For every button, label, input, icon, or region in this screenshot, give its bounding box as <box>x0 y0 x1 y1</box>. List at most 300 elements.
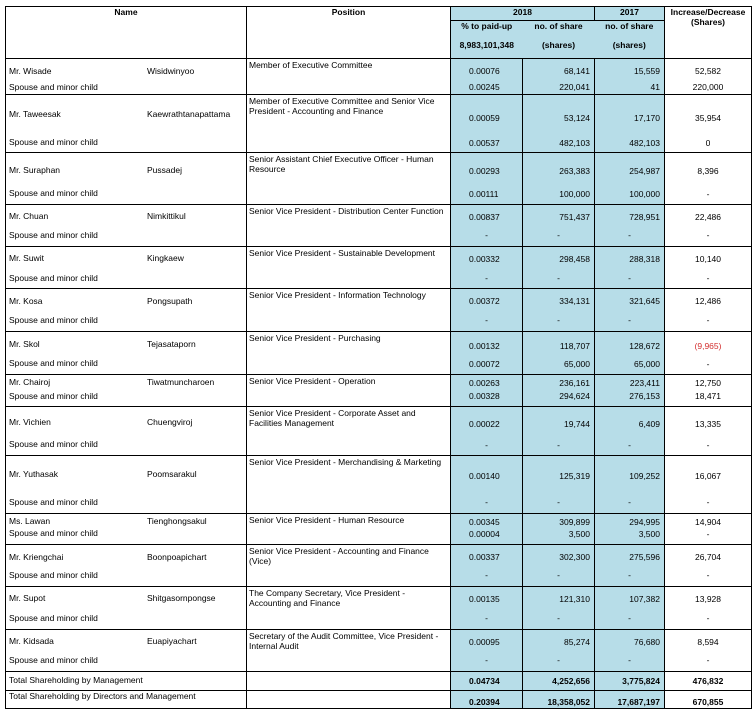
position-cell <box>247 545 451 587</box>
first-name: Mr. Chairoj <box>9 377 51 387</box>
spouse-pct-paid-up-value: 0.00111 <box>469 189 499 199</box>
first-name: Mr. Suwit <box>9 253 44 263</box>
position-text: Senior Assistant Chief Executive Officer - Human Resource <box>249 154 434 174</box>
increase-decrease-value: 8,594 <box>697 637 719 647</box>
spouse-pct-paid-up-value: 0.00004 <box>469 529 500 539</box>
spouse-increase-decrease-value: 18,471 <box>695 391 721 401</box>
spouse-pct-paid-up-value: - <box>485 273 488 283</box>
last-name: Shitgasornpongse <box>147 593 216 603</box>
pct-paid-up-cell <box>451 247 523 289</box>
spouse-pct-paid-up-value: 0.00537 <box>469 138 500 148</box>
spouse-shares-2017-value: 482,103 <box>629 138 660 148</box>
total-p-cell <box>451 672 523 691</box>
position-text: Member of Executive Committee <box>249 60 373 70</box>
last-name: Nimkittikul <box>147 211 186 221</box>
spouse-shares-2017-value: - <box>628 440 631 450</box>
position-text: Senior Vice President - Corporate Asset and Facilities Management <box>249 408 416 428</box>
header-shares-unit-2017: (shares) <box>595 40 665 59</box>
name-cell <box>6 545 247 587</box>
shares-2017-value: 223,411 <box>629 378 660 388</box>
last-name: Tienghongsakul <box>147 516 207 526</box>
shares-2017-cell <box>595 456 665 514</box>
name-cell <box>6 289 247 332</box>
total-s17-value: 3,775,824 <box>622 676 660 686</box>
name-cell <box>6 407 247 456</box>
table-row <box>6 247 752 289</box>
pct-paid-up-value: 0.00135 <box>469 594 500 604</box>
table-row <box>6 514 752 545</box>
last-name: Tiwatmuncharoen <box>147 377 215 387</box>
total-label: Total Shareholding by Directors and Management <box>9 691 196 701</box>
shares-2018-cell <box>523 95 595 153</box>
total-row <box>6 691 752 709</box>
spouse-shares-2017-value: 100,000 <box>629 189 660 199</box>
spouse-shares-2018-value: 482,103 <box>559 138 590 148</box>
total-position-cell <box>247 691 451 709</box>
table-row <box>6 59 752 95</box>
first-name: Mr. Yuthasak <box>9 469 58 479</box>
spouse-increase-decrease-value: - <box>706 230 710 240</box>
pct-paid-up-cell <box>451 407 523 456</box>
total-s18-cell <box>523 672 595 691</box>
shares-2018-value: 85,274 <box>564 637 590 647</box>
last-name: Kaewrathtanapattama <box>147 109 231 119</box>
pct-paid-up-cell <box>451 514 523 545</box>
total-s17-value: 17,687,197 <box>617 697 660 707</box>
total-position-cell <box>247 672 451 691</box>
increase-decrease-cell <box>665 407 752 456</box>
spouse-pct-paid-up-value: - <box>485 570 488 580</box>
spouse-shares-2017-value: - <box>628 655 631 665</box>
spouse-shares-2018-value: - <box>557 230 560 240</box>
shares-2018-cell <box>523 587 595 630</box>
spouse-pct-paid-up-value: 0.00072 <box>469 359 500 369</box>
spouse-pct-paid-up-value: - <box>485 315 488 325</box>
spouse-pct-paid-up-value: - <box>485 655 488 665</box>
increase-decrease-cell <box>665 375 752 407</box>
pct-paid-up-value: 0.00022 <box>469 419 500 429</box>
spouse-label: Spouse and minor child <box>9 570 98 580</box>
increase-decrease-cell <box>665 545 752 587</box>
name-cell <box>6 95 247 153</box>
total-p-cell <box>451 691 523 709</box>
pct-paid-up-cell <box>451 153 523 205</box>
spouse-increase-decrease-value: - <box>706 273 710 283</box>
first-name: Mr. Kosa <box>9 296 43 306</box>
position-cell <box>247 95 451 153</box>
shares-2017-value: 254,987 <box>629 166 660 176</box>
shares-2017-cell <box>595 95 665 153</box>
header-pct-paid-up: % to paid-up <box>451 21 523 40</box>
pct-paid-up-cell <box>451 205 523 247</box>
total-label-cell <box>6 691 247 709</box>
pct-paid-up-cell <box>451 630 523 672</box>
increase-decrease-value: 12,486 <box>695 296 721 306</box>
spouse-shares-2017-value: - <box>628 315 631 325</box>
last-name: Wisidwinyoo <box>147 66 195 76</box>
total-d-value: 476,832 <box>692 676 724 686</box>
last-name: Boonpoapichart <box>147 552 207 562</box>
last-name: Euapiyachart <box>147 636 197 646</box>
total-row <box>6 672 752 691</box>
shares-2018-value: 236,161 <box>559 378 590 388</box>
total-s17-cell <box>595 672 665 691</box>
increase-decrease-cell <box>665 153 752 205</box>
spouse-label: Spouse and minor child <box>9 439 98 449</box>
spouse-shares-2017-value: - <box>628 570 631 580</box>
name-cell <box>6 59 247 95</box>
spouse-pct-paid-up-value: - <box>485 613 488 623</box>
name-cell <box>6 205 247 247</box>
spouse-increase-decrease-value: - <box>706 613 710 623</box>
spouse-shares-2018-value: 294,624 <box>559 391 590 401</box>
shares-2017-value: 15,559 <box>634 66 660 76</box>
header-increase-label: Increase/Decrease <box>670 7 746 17</box>
shares-2017-value: 17,170 <box>634 113 660 123</box>
shares-2018-value: 263,383 <box>559 166 590 176</box>
increase-decrease-value: 13,335 <box>695 419 721 429</box>
shares-2018-value: 121,310 <box>559 594 590 604</box>
spouse-increase-decrease-value: - <box>706 189 710 199</box>
shares-2018-value: 68,141 <box>564 66 590 76</box>
spouse-shares-2017-value: - <box>628 230 631 240</box>
table-row <box>6 545 752 587</box>
spouse-label: Spouse and minor child <box>9 613 98 623</box>
first-name: Mr. Kriengchai <box>9 552 64 562</box>
last-name: Pussadej <box>147 165 182 175</box>
position-text: Member of Executive Committee and Senior Vice President - Accounting and Finance <box>249 96 435 116</box>
position-cell <box>247 205 451 247</box>
increase-decrease-cell <box>665 630 752 672</box>
spouse-pct-paid-up-value: 0.00245 <box>469 82 500 92</box>
name-cell <box>6 247 247 289</box>
position-text: Senior Vice President - Accounting and Finance (Vice) <box>249 546 429 566</box>
spouse-pct-paid-up-value: 0.00328 <box>469 391 500 401</box>
pct-paid-up-cell <box>451 332 523 375</box>
spouse-shares-2018-value: - <box>557 613 560 623</box>
shares-2017-value: 321,645 <box>629 296 660 306</box>
spouse-shares-2018-value: - <box>557 497 560 507</box>
shares-2017-value: 6,409 <box>638 419 660 429</box>
shares-2017-value: 107,382 <box>629 594 660 604</box>
shares-2018-value: 298,458 <box>559 254 590 264</box>
first-name: Mr. Chuan <box>9 211 49 221</box>
increase-decrease-value: 22,486 <box>695 212 721 222</box>
shares-2018-cell <box>523 247 595 289</box>
total-label: Total Shareholding by Management <box>9 675 143 685</box>
first-name: Mr. Kidsada <box>9 636 54 646</box>
position-text: Senior Vice President - Operation <box>249 376 376 386</box>
pct-paid-up-value: 0.00837 <box>469 212 500 222</box>
spouse-shares-2017-value: - <box>628 497 631 507</box>
increase-decrease-value: (9,965) <box>694 341 722 351</box>
increase-decrease-value: 16,067 <box>695 471 721 481</box>
spouse-shares-2017-value: - <box>628 613 631 623</box>
spouse-label: Spouse and minor child <box>9 230 98 240</box>
pct-paid-up-value: 0.00140 <box>469 471 500 481</box>
last-name: Tejasataporn <box>147 339 196 349</box>
pct-paid-up-cell <box>451 59 523 95</box>
increase-decrease-cell <box>665 247 752 289</box>
last-name: Chuengviroj <box>147 417 193 427</box>
table-row <box>6 375 752 407</box>
name-cell <box>6 587 247 630</box>
total-d-cell <box>665 672 752 691</box>
shares-2017-cell <box>595 545 665 587</box>
position-cell <box>247 456 451 514</box>
spouse-increase-decrease-value: - <box>706 497 710 507</box>
shares-2018-value: 118,707 <box>559 341 590 351</box>
pct-paid-up-value: 0.00132 <box>469 341 500 351</box>
first-name: Mr. Taweesak <box>9 109 61 119</box>
shares-2018-cell <box>523 545 595 587</box>
shares-2017-value: 288,318 <box>629 254 660 264</box>
shares-2017-value: 728,951 <box>629 212 660 222</box>
pct-paid-up-cell <box>451 95 523 153</box>
table-row <box>6 407 752 456</box>
increase-decrease-cell <box>665 95 752 153</box>
pct-paid-up-cell <box>451 456 523 514</box>
first-name: Mr. Suraphan <box>9 165 61 175</box>
increase-decrease-cell <box>665 289 752 332</box>
pct-paid-up-value: 0.00337 <box>469 552 500 562</box>
shares-2018-value: 53,124 <box>564 113 590 123</box>
shares-2018-cell <box>523 153 595 205</box>
shares-2017-value: 109,252 <box>629 471 660 481</box>
pct-paid-up-value: 0.00293 <box>469 166 500 176</box>
header-increase-decrease <box>665 7 752 59</box>
position-text: The Company Secretary, Vice President - Accounting and Finance <box>249 588 406 608</box>
position-text: Senior Vice President - Distribution Center Function <box>249 206 444 216</box>
first-name: Mr. Wisade <box>9 66 52 76</box>
shares-2018-cell <box>523 514 595 545</box>
shares-2017-value: 294,995 <box>629 517 660 527</box>
spouse-shares-2017-value: 3,500 <box>638 529 660 539</box>
increase-decrease-value: 8,396 <box>697 166 719 176</box>
header-shares-unit-2018: (shares) <box>523 40 595 59</box>
spouse-shares-2018-value: - <box>557 655 560 665</box>
last-name: Kingkaew <box>147 253 184 263</box>
name-cell <box>6 332 247 375</box>
shares-2018-value: 125,319 <box>559 471 590 481</box>
spouse-label: Spouse and minor child <box>9 497 98 507</box>
first-name: Mr. Vichien <box>9 417 51 427</box>
table-row <box>6 456 752 514</box>
position-cell <box>247 514 451 545</box>
position-text: Senior Vice President - Merchandising & Marketing <box>249 457 442 467</box>
spouse-increase-decrease-value: - <box>706 570 710 580</box>
header-2017: 2017 <box>595 7 665 21</box>
header-name: Name <box>6 7 247 59</box>
name-cell <box>6 630 247 672</box>
position-cell <box>247 407 451 456</box>
spouse-shares-2018-value: - <box>557 273 560 283</box>
spouse-shares-2018-value: 100,000 <box>559 189 590 199</box>
first-name: Ms. Lawan <box>9 516 51 526</box>
spouse-label: Spouse and minor child <box>9 273 98 283</box>
spouse-shares-2017-value: - <box>628 273 631 283</box>
shares-2017-cell <box>595 375 665 407</box>
spouse-increase-decrease-value: 220,000 <box>692 82 724 92</box>
spouse-label: Spouse and minor child <box>9 315 98 325</box>
increase-decrease-cell <box>665 59 752 95</box>
table-row <box>6 332 752 375</box>
increase-decrease-value: 12,750 <box>695 378 721 388</box>
position-text: Senior Vice President - Human Resource <box>249 515 405 525</box>
total-d-value: 670,855 <box>692 697 724 707</box>
spouse-increase-decrease-value: 0 <box>705 138 711 148</box>
increase-decrease-value: 13,928 <box>695 594 721 604</box>
table-row <box>6 205 752 247</box>
position-text: Senior Vice President - Purchasing <box>249 333 381 343</box>
spouse-shares-2017-value: 41 <box>650 82 660 92</box>
shares-2018-cell <box>523 375 595 407</box>
pct-paid-up-value: 0.00345 <box>469 517 500 527</box>
shares-2017-value: 275,596 <box>629 552 660 562</box>
shares-2018-value: 302,300 <box>559 552 590 562</box>
position-text: Senior Vice President - Information Technology <box>249 290 426 300</box>
table-row <box>6 587 752 630</box>
position-cell <box>247 587 451 630</box>
shares-2018-cell <box>523 407 595 456</box>
spouse-label: Spouse and minor child <box>9 358 98 368</box>
total-s18-value: 4,252,656 <box>552 676 590 686</box>
increase-decrease-cell <box>665 205 752 247</box>
increase-decrease-value: 10,140 <box>695 254 721 264</box>
spouse-increase-decrease-value: - <box>706 440 710 450</box>
spouse-label: Spouse and minor child <box>9 528 98 538</box>
total-d-cell <box>665 691 752 709</box>
spouse-label: Spouse and minor child <box>9 137 98 147</box>
shares-2018-value: 309,899 <box>559 517 590 527</box>
position-text: Senior Vice President - Sustainable Development <box>249 248 436 258</box>
spouse-label: Spouse and minor child <box>9 655 98 665</box>
spouse-shares-2018-value: - <box>557 315 560 325</box>
position-cell <box>247 375 451 407</box>
spouse-label: Spouse and minor child <box>9 82 98 92</box>
pct-paid-up-value: 0.00372 <box>469 296 500 306</box>
spouse-shares-2018-value: - <box>557 440 560 450</box>
shares-2017-cell <box>595 247 665 289</box>
position-cell <box>247 59 451 95</box>
table-row <box>6 153 752 205</box>
spouse-increase-decrease-value: - <box>706 359 710 369</box>
increase-decrease-value: 26,704 <box>695 552 721 562</box>
shares-2018-cell <box>523 59 595 95</box>
spouse-label: Spouse and minor child <box>9 391 98 401</box>
spouse-shares-2018-value: 65,000 <box>564 359 590 369</box>
shares-2017-cell <box>595 407 665 456</box>
spouse-pct-paid-up-value: - <box>485 497 488 507</box>
shares-2018-cell <box>523 205 595 247</box>
pct-paid-up-value: 0.00332 <box>469 254 500 264</box>
position-cell <box>247 630 451 672</box>
shares-2017-cell <box>595 514 665 545</box>
shares-2018-cell <box>523 630 595 672</box>
increase-decrease-value: 35,954 <box>695 113 721 123</box>
name-cell <box>6 456 247 514</box>
total-s17-cell <box>595 691 665 709</box>
shares-2018-cell <box>523 456 595 514</box>
spouse-label: Spouse and minor child <box>9 188 98 198</box>
spouse-increase-decrease-value: - <box>706 655 710 665</box>
spouse-shares-2017-value: 276,153 <box>629 391 660 401</box>
first-name: Mr. Skol <box>9 339 40 349</box>
pct-paid-up-value: 0.00263 <box>469 378 500 388</box>
position-text: Secretary of the Audit Committee, Vice President - Internal Audit <box>249 631 439 651</box>
spouse-increase-decrease-value: - <box>706 315 710 325</box>
total-label-cell <box>6 672 247 691</box>
shares-2017-cell <box>595 153 665 205</box>
position-cell <box>247 332 451 375</box>
shareholding-table <box>5 6 752 709</box>
pct-paid-up-value: 0.00059 <box>469 113 500 123</box>
pct-paid-up-cell <box>451 375 523 407</box>
increase-decrease-value: 14,904 <box>695 517 721 527</box>
spouse-shares-2018-value: - <box>557 570 560 580</box>
shares-2017-cell <box>595 59 665 95</box>
header-2018: 2018 <box>451 7 595 21</box>
spouse-pct-paid-up-value: - <box>485 440 488 450</box>
pct-paid-up-cell <box>451 587 523 630</box>
pct-paid-up-value: 0.00095 <box>469 637 500 647</box>
table-row <box>6 289 752 332</box>
shares-2018-cell <box>523 332 595 375</box>
header-position: Position <box>247 7 451 59</box>
position-cell <box>247 153 451 205</box>
header-paid-up-total: 8,983,101,348 <box>451 40 523 59</box>
position-cell <box>247 289 451 332</box>
spouse-pct-paid-up-value: - <box>485 230 488 240</box>
spouse-shares-2018-value: 220,041 <box>559 82 590 92</box>
shares-2017-value: 76,680 <box>634 637 660 647</box>
total-s18-value: 18,358,052 <box>547 697 590 707</box>
header-increase-unit: (Shares) <box>690 17 725 27</box>
first-name: Mr. Supot <box>9 593 46 603</box>
header-no-of-share-2018: no. of share <box>523 21 595 40</box>
shares-2017-cell <box>595 587 665 630</box>
name-cell <box>6 375 247 407</box>
pct-paid-up-cell <box>451 289 523 332</box>
pct-paid-up-cell <box>451 545 523 587</box>
table-row <box>6 630 752 672</box>
name-cell <box>6 514 247 545</box>
spouse-increase-decrease-value: - <box>706 529 710 539</box>
shares-2018-cell <box>523 289 595 332</box>
total-p-value: 0.04734 <box>469 676 500 686</box>
shares-2017-cell <box>595 332 665 375</box>
last-name: Poomsarakul <box>147 469 197 479</box>
table-row <box>6 95 752 153</box>
shares-2017-cell <box>595 289 665 332</box>
last-name: Pongsupath <box>147 296 193 306</box>
total-p-value: 0.20394 <box>469 697 500 707</box>
shares-2018-value: 19,744 <box>564 419 590 429</box>
increase-decrease-cell <box>665 514 752 545</box>
shares-2017-cell <box>595 205 665 247</box>
shares-2017-cell <box>595 630 665 672</box>
shares-2017-value: 128,672 <box>629 341 660 351</box>
position-cell <box>247 247 451 289</box>
increase-decrease-cell <box>665 332 752 375</box>
shares-2018-value: 751,437 <box>559 212 590 222</box>
increase-decrease-value: 52,582 <box>695 66 721 76</box>
spouse-shares-2018-value: 3,500 <box>568 529 590 539</box>
header-no-of-share-2017: no. of share <box>595 21 665 40</box>
spouse-shares-2017-value: 65,000 <box>634 359 660 369</box>
increase-decrease-cell <box>665 587 752 630</box>
shares-2018-value: 334,131 <box>559 296 590 306</box>
